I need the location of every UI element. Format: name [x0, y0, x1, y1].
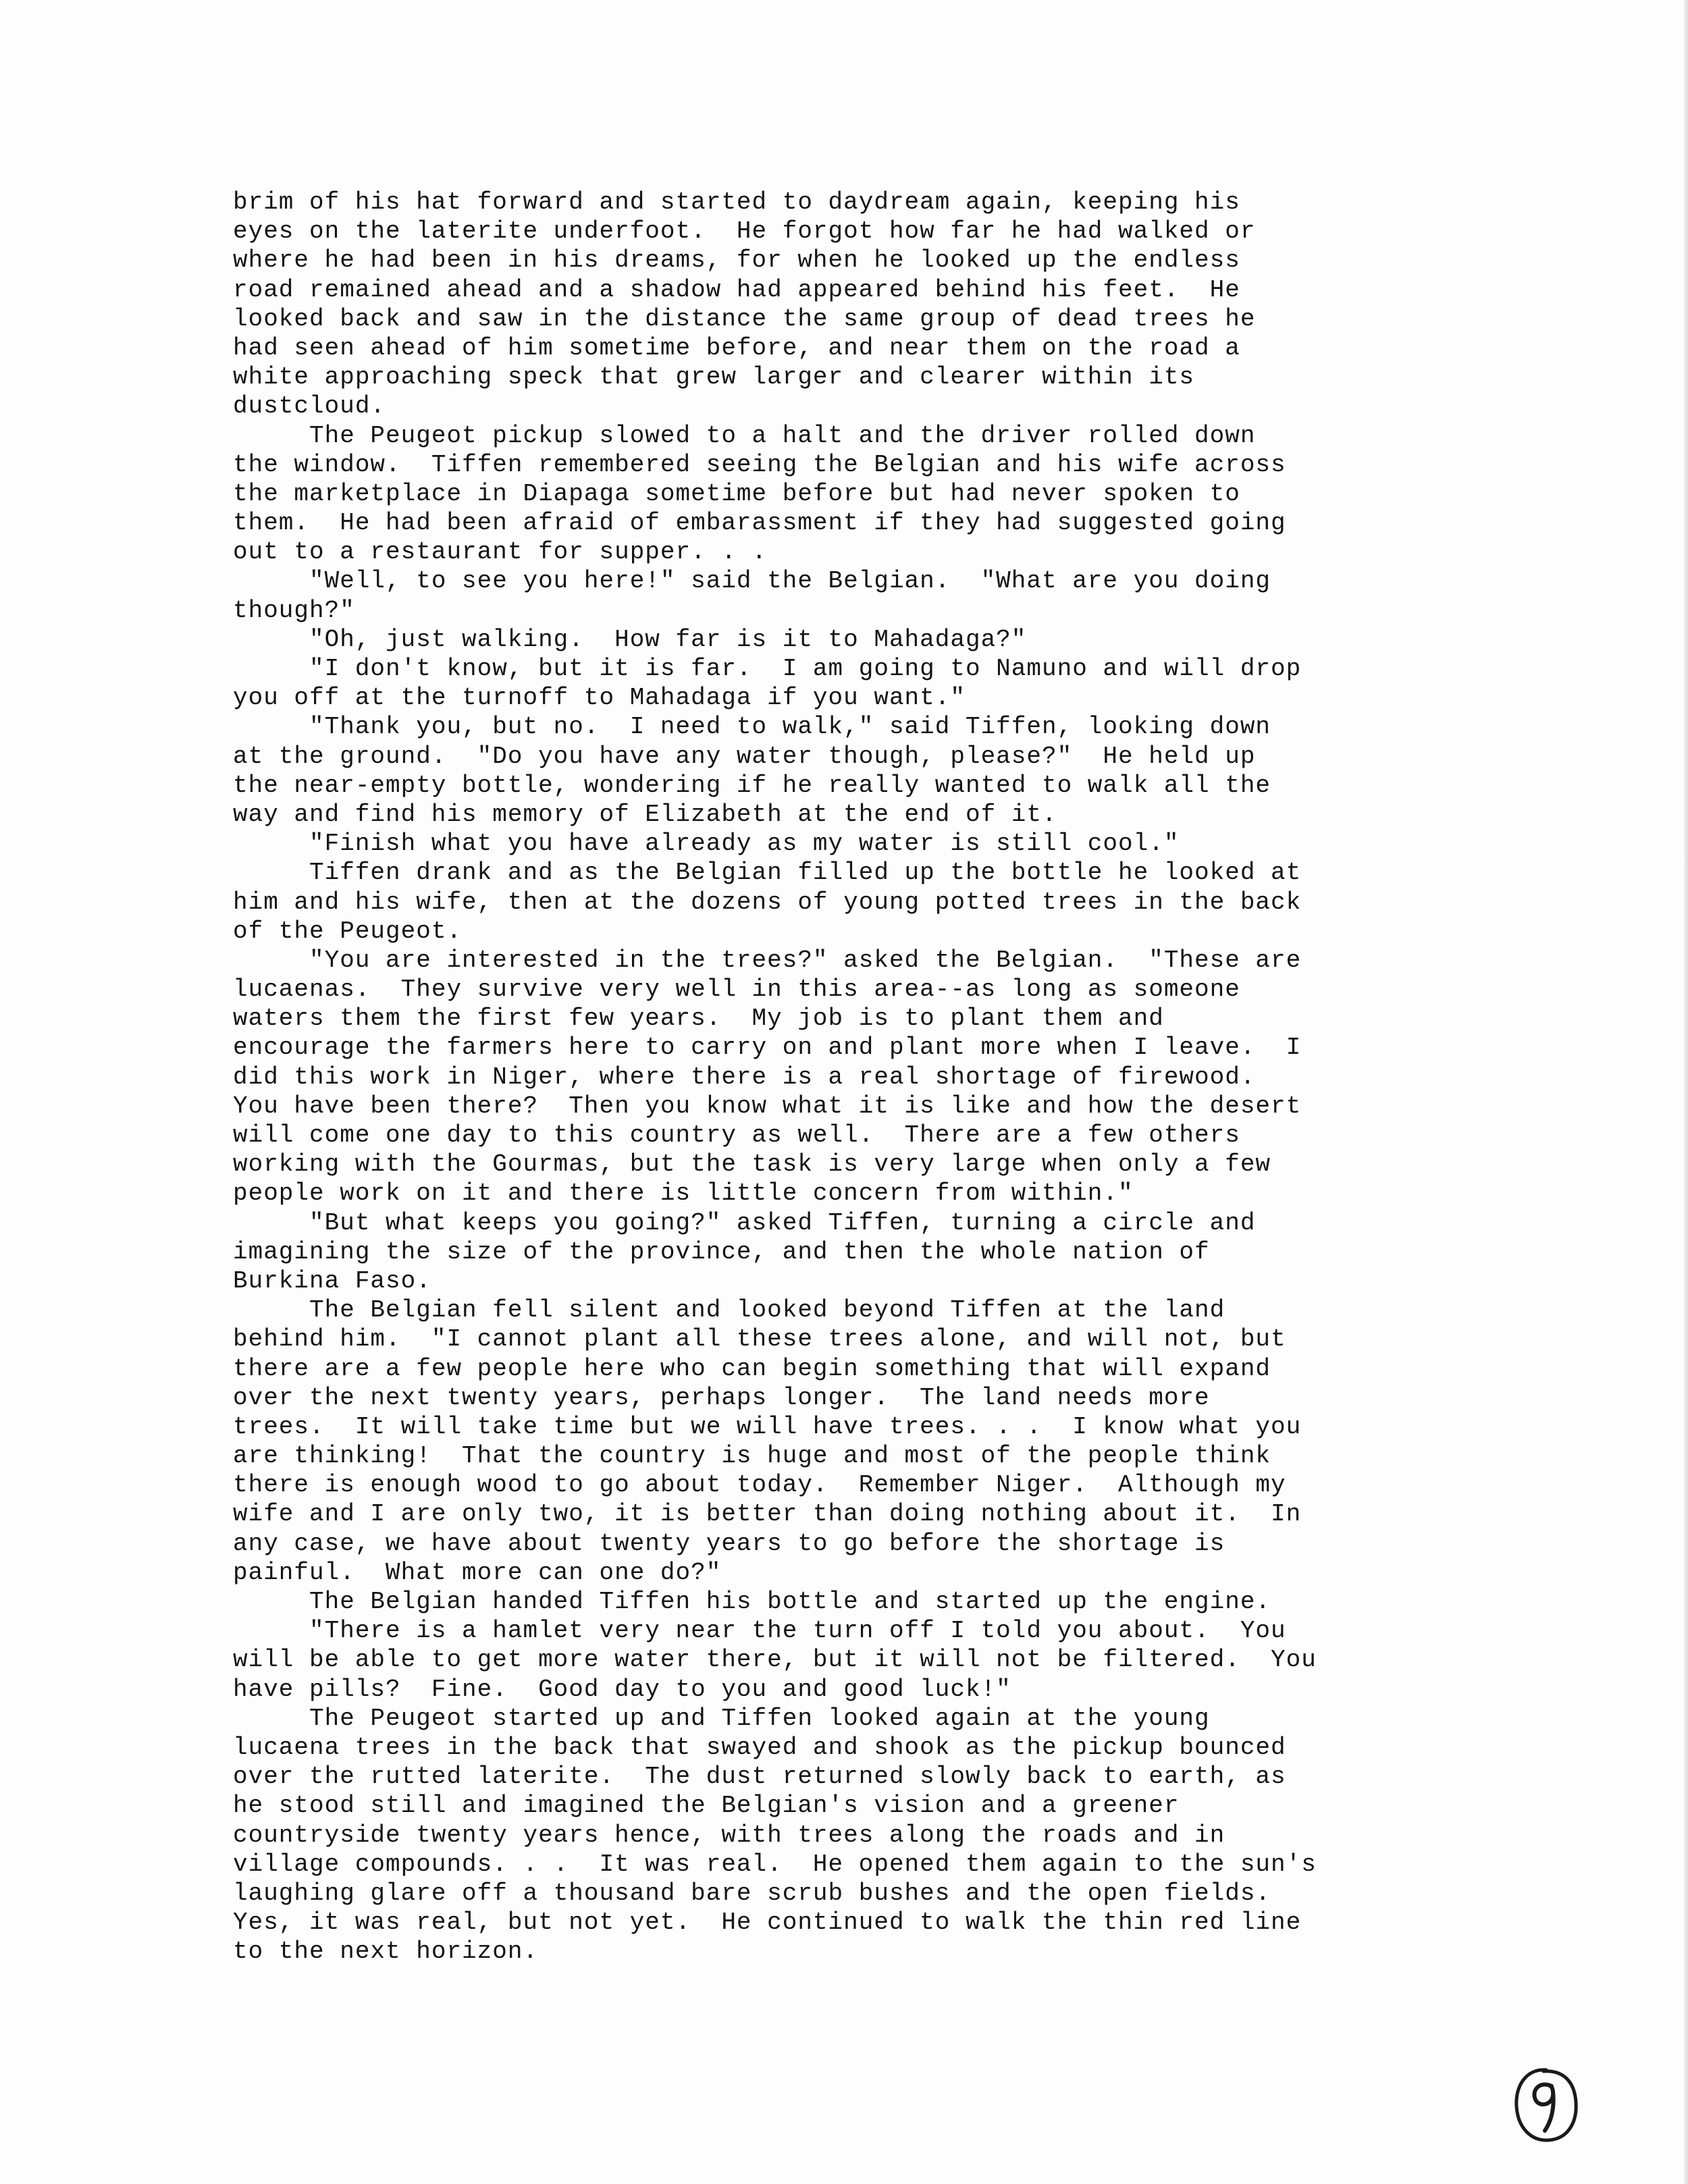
- body-text: [233, 188, 1421, 1966]
- text-line: out to a restaurant for supper. . .: [233, 538, 768, 566]
- text-line: had seen ahead of him sometime before, and near them on the road a: [233, 334, 1240, 362]
- text-line: brim of his hat forward and started to daydream again, keeping his: [233, 188, 1240, 216]
- text-line: the marketplace in Diapaga sometime before but had never spoken to: [233, 479, 1240, 508]
- text-line: them. He had been afraid of embarassment if they had suggested going: [233, 509, 1286, 537]
- page-edge-shadow: [1684, 0, 1688, 2184]
- text-line: behind him. "I cannot plant all these trees alone, and will not, but: [233, 1325, 1286, 1354]
- text-line: working with the Gourmas, but the task is very large when only a few: [233, 1150, 1271, 1179]
- text-line: The Peugeot started up and Tiffen looked again at the young: [233, 1704, 1210, 1732]
- text-line: laughing glare off a thousand bare scrub bushes and the open fields.: [233, 1879, 1271, 1907]
- text-line: "But what keeps you going?" asked Tiffen, turning a circle and: [233, 1208, 1256, 1237]
- text-line: encourage the farmers here to carry on and plant more when I leave. I: [233, 1034, 1302, 1062]
- text-line: are thinking! That the country is huge and most of the people think: [233, 1442, 1271, 1470]
- text-line: did this work in Niger, where there is a real shortage of firewood.: [233, 1063, 1256, 1091]
- text-line: will come one day to this country as well. There are a few others: [233, 1121, 1240, 1149]
- text-line: have pills? Fine. Good day to you and good luck!": [233, 1675, 1011, 1703]
- text-line: You have been there? Then you know what it is like and how the desert: [233, 1092, 1302, 1120]
- text-line: "I don't know, but it is far. I am going to Namuno and will drop: [233, 655, 1302, 683]
- text-line: the near-empty bottle, wondering if he really wanted to walk all the: [233, 771, 1271, 799]
- text-line: imagining the size of the province, and then the whole nation of: [233, 1237, 1210, 1266]
- text-line: over the next twenty years, perhaps longer. The land needs more: [233, 1383, 1210, 1412]
- text-line: waters them the first few years. My job is to plant them and: [233, 1005, 1164, 1033]
- text-line: where he had been in his dreams, for when he looked up the endless: [233, 246, 1240, 275]
- text-line: road remained ahead and a shadow had appeared behind his feet. He: [233, 275, 1240, 304]
- text-line: Tiffen drank and as the Belgian filled up the bottle he looked at: [233, 859, 1302, 887]
- text-line: "Well, to see you here!" said the Belgian. "What are you doing: [233, 567, 1271, 595]
- text-line: though?": [233, 596, 355, 624]
- text-line: Burkina Faso.: [233, 1267, 431, 1295]
- text-line: dustcloud.: [233, 392, 386, 421]
- text-line: "Finish what you have already as my water is still cool.": [233, 830, 1180, 858]
- text-line: he stood still and imagined the Belgian's vision and a greener: [233, 1792, 1180, 1820]
- text-line: to the next horizon.: [233, 1938, 539, 1966]
- text-line: the window. Tiffen remembered seeing the Belgian and his wife across: [233, 450, 1286, 479]
- page-number-glyph: [1534, 2085, 1553, 2131]
- text-line: of the Peugeot.: [233, 917, 463, 945]
- text-line: The Belgian handed Tiffen his bottle and started up the engine.: [233, 1588, 1271, 1616]
- text-line: wife and I are only two, it is better than doing nothing about it. In: [233, 1500, 1302, 1528]
- text-line: will be able to get more water there, but it will not be filtered. You: [233, 1646, 1317, 1674]
- text-line: "There is a hamlet very near the turn off I told you about. You: [233, 1617, 1286, 1645]
- text-line: trees. It will take time but we will have trees. . . I know what you: [233, 1412, 1302, 1441]
- text-line: countryside twenty years hence, with trees along the roads and in: [233, 1821, 1225, 1849]
- text-line: people work on it and there is little concern from within.": [233, 1179, 1134, 1208]
- text-line: white approaching speck that grew larger and clearer within its: [233, 363, 1195, 392]
- text-line: any case, we have about twenty years to go before the shortage is: [233, 1529, 1225, 1557]
- text-line: "You are interested in the trees?" asked the Belgian. "These are: [233, 946, 1302, 974]
- text-line: way and find his memory of Elizabeth at the end of it.: [233, 800, 1057, 828]
- text-line: lucaena trees in the back that swayed and shook as the pickup bounced: [233, 1733, 1286, 1761]
- text-line: The Belgian fell silent and looked beyond Tiffen at the land: [233, 1296, 1225, 1325]
- text-line: eyes on the laterite underfoot. He forgot how far he had walked or: [233, 217, 1256, 246]
- text-line: lucaenas. They survive very well in this area--as long as someone: [233, 976, 1240, 1004]
- text-line: over the rutted laterite. The dust returned slowly back to earth, as: [233, 1763, 1286, 1791]
- text-line: "Oh, just walking. How far is it to Mahadaga?": [233, 625, 1027, 654]
- text-line: "Thank you, but no. I need to walk," said Tiffen, looking down: [233, 713, 1271, 741]
- text-line: him and his wife, then at the dozens of young potted trees in the back: [233, 888, 1302, 916]
- text-line: at the ground. "Do you have any water though, please?" He held up: [233, 742, 1256, 770]
- text-line: village compounds. . . It was real. He opened them again to the sun's: [233, 1850, 1317, 1878]
- text-line: Yes, it was real, but not yet. He continued to walk the thin red line: [233, 1909, 1302, 1937]
- text-line: painful. What more can one do?": [233, 1558, 722, 1587]
- text-line: looked back and saw in the distance the same group of dead trees he: [233, 304, 1256, 333]
- text-line: there is enough wood to go about today. Remember Niger. Although my: [233, 1471, 1286, 1499]
- handwritten-page-number-circle: [1511, 2066, 1581, 2146]
- text-line: The Peugeot pickup slowed to a halt and the driver rolled down: [233, 421, 1256, 450]
- text-line: there are a few people here who can begin something that will expand: [233, 1354, 1271, 1383]
- text-line: you off at the turnoff to Mahadaga if you want.": [233, 684, 966, 712]
